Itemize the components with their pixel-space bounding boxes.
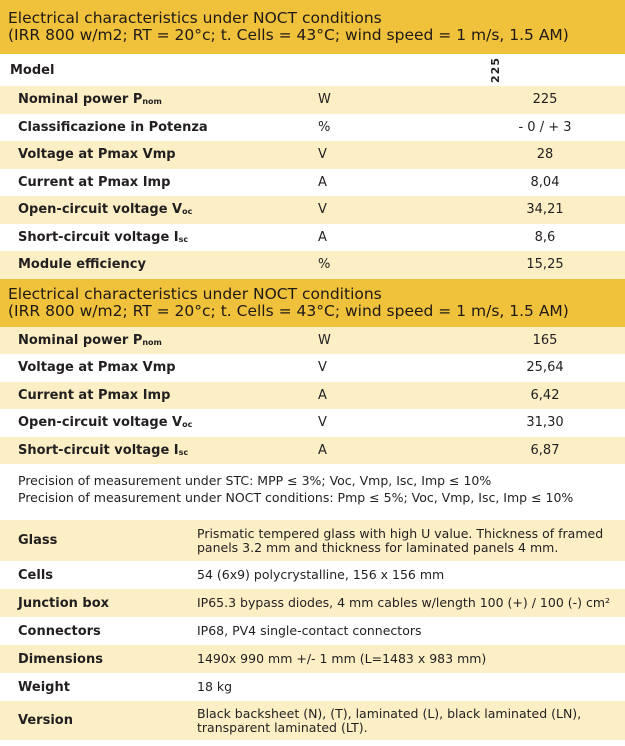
note-noct: Precision of measurement under NOCT conditions: Pmp ≤ 5%; Voc, Vmp, Isc, Imp ≤ 10% (18, 490, 574, 505)
unit: V (318, 360, 327, 376)
spec-row (0, 701, 625, 740)
parameter-name (0, 230, 286, 245)
unit: A (318, 174, 327, 190)
unit: A (318, 442, 327, 458)
section2-row (0, 437, 625, 465)
parameter-label: Open-circuit voltage V (18, 415, 183, 431)
parameter-name (0, 147, 286, 162)
parameter-label: Voltage at Pmax Vmp (18, 147, 176, 163)
spec-value: Prismatic tempered glass with high U value. Thickness of framed panels 3.2 mm and thickness for laminated panels 4 mm. (197, 525, 604, 555)
parameter-subscript: nom (142, 337, 162, 347)
parameter-name (0, 360, 286, 375)
measurement-notes (0, 464, 625, 506)
unit: V (318, 202, 327, 218)
value: 225 (532, 92, 558, 108)
parameter-name (0, 333, 286, 348)
unit: V (318, 147, 327, 163)
value: 34,21 (526, 202, 564, 218)
parameter-name (0, 388, 286, 403)
value: 6,42 (530, 387, 560, 403)
parameter-label: Open-circuit voltage V (18, 202, 183, 218)
parameter-name (0, 92, 286, 107)
section1-header (0, 0, 625, 54)
parameter-label: Current at Pmax Imp (18, 174, 171, 190)
unit: A (318, 229, 327, 245)
value: 165 (532, 332, 558, 348)
value: 8,6 (534, 229, 556, 245)
section2-title-line2: (IRR 800 w/m2; RT = 20°c; t. Cells = 43°C; wind speed = 1 m/s, 1.5 AM) (8, 301, 569, 320)
spec-value: 18 kg (197, 679, 233, 694)
parameter-name (0, 175, 286, 190)
value: 15,25 (526, 257, 564, 273)
spec-row (0, 673, 625, 701)
parameter-name (0, 415, 286, 430)
unit: % (318, 119, 331, 135)
section2-row (0, 327, 625, 355)
spec-value: 54 (6x9) polycrystalline, 156 x 156 mm (197, 567, 445, 582)
section1-row (0, 169, 625, 197)
section1-row (0, 251, 625, 279)
spec-row (0, 589, 625, 617)
model-label: Model (10, 62, 55, 78)
spec-row (0, 561, 625, 589)
value: 31,30 (526, 415, 564, 431)
section1-row (0, 196, 625, 224)
spec-row (0, 520, 625, 561)
specs-table (0, 520, 625, 740)
section2-row (0, 382, 625, 410)
model-row (0, 54, 625, 86)
parameter-label: Classificazione in Potenza (18, 119, 208, 135)
parameter-subscript: oc (182, 420, 193, 430)
section1-title-line2: (IRR 800 w/m2; RT = 20°c; t. Cells = 43°C; wind speed = 1 m/s, 1.5 AM) (8, 26, 569, 44)
spec-key: Glass (18, 533, 58, 548)
spec-value: IP68, PV4 single-contact connectors (197, 623, 422, 638)
spec-value: IP65.3 bypass diodes, 4 mm cables w/length 100 (+) / 100 (-) cm² (197, 595, 611, 610)
parameter-label: Short-circuit voltage I (18, 442, 179, 458)
spec-row (0, 617, 625, 645)
parameter-subscript: nom (142, 97, 162, 107)
value: 28 (536, 147, 554, 163)
value: 25,64 (526, 360, 564, 376)
section1-row (0, 224, 625, 252)
spec-key: Version (18, 713, 73, 728)
parameter-label: Nominal power P (18, 92, 143, 108)
section2-row (0, 409, 625, 437)
parameter-subscript: oc (182, 207, 193, 217)
value: 8,04 (530, 174, 560, 190)
spec-value: Black backsheet (N), (T), laminated (L), black laminated (LN), transparent laminated (LT). (197, 705, 582, 735)
parameter-label: Module efficiency (18, 257, 146, 273)
parameter-label: Nominal power P (18, 332, 143, 348)
section1-table (0, 86, 625, 279)
section1-row (0, 141, 625, 169)
spec-key: Cells (18, 567, 54, 583)
model-value: 225 (489, 57, 502, 83)
spec-key: Junction box (18, 595, 110, 611)
section1-row (0, 86, 625, 114)
spec-row (0, 645, 625, 673)
unit: % (318, 257, 331, 273)
section2-title-line1: Electrical characteristics under NOCT conditions (8, 284, 382, 303)
parameter-name (0, 443, 286, 458)
parameter-name (0, 257, 286, 272)
note-stc: Precision of measurement under STC: MPP ≤ 3%; Voc, Vmp, Isc, Imp ≤ 10% (18, 473, 492, 488)
parameter-label: Current at Pmax Imp (18, 387, 171, 403)
section2-table (0, 327, 625, 465)
spec-key: Dimensions (18, 651, 103, 667)
unit: W (318, 332, 331, 348)
unit: A (318, 387, 327, 403)
unit: V (318, 415, 327, 431)
section1-title-line1: Electrical characteristics under NOCT conditions (8, 9, 382, 27)
parameter-subscript: sc (178, 234, 189, 244)
spec-key: Connectors (18, 623, 101, 639)
parameter-subscript: sc (178, 447, 189, 457)
parameter-label: Voltage at Pmax Vmp (18, 360, 176, 376)
value: 6,87 (530, 442, 560, 458)
spec-key: Weight (18, 679, 70, 695)
parameter-name (0, 202, 286, 217)
unit: W (318, 92, 331, 108)
parameter-label: Short-circuit voltage I (18, 229, 179, 245)
value: - 0 / + 3 (518, 119, 572, 135)
spec-value: 1490x 990 mm +/- 1 mm (L=1483 x 983 mm) (197, 651, 487, 666)
parameter-name (0, 120, 286, 135)
section2-row (0, 354, 625, 382)
section1-row (0, 114, 625, 142)
section2-header (0, 279, 625, 327)
